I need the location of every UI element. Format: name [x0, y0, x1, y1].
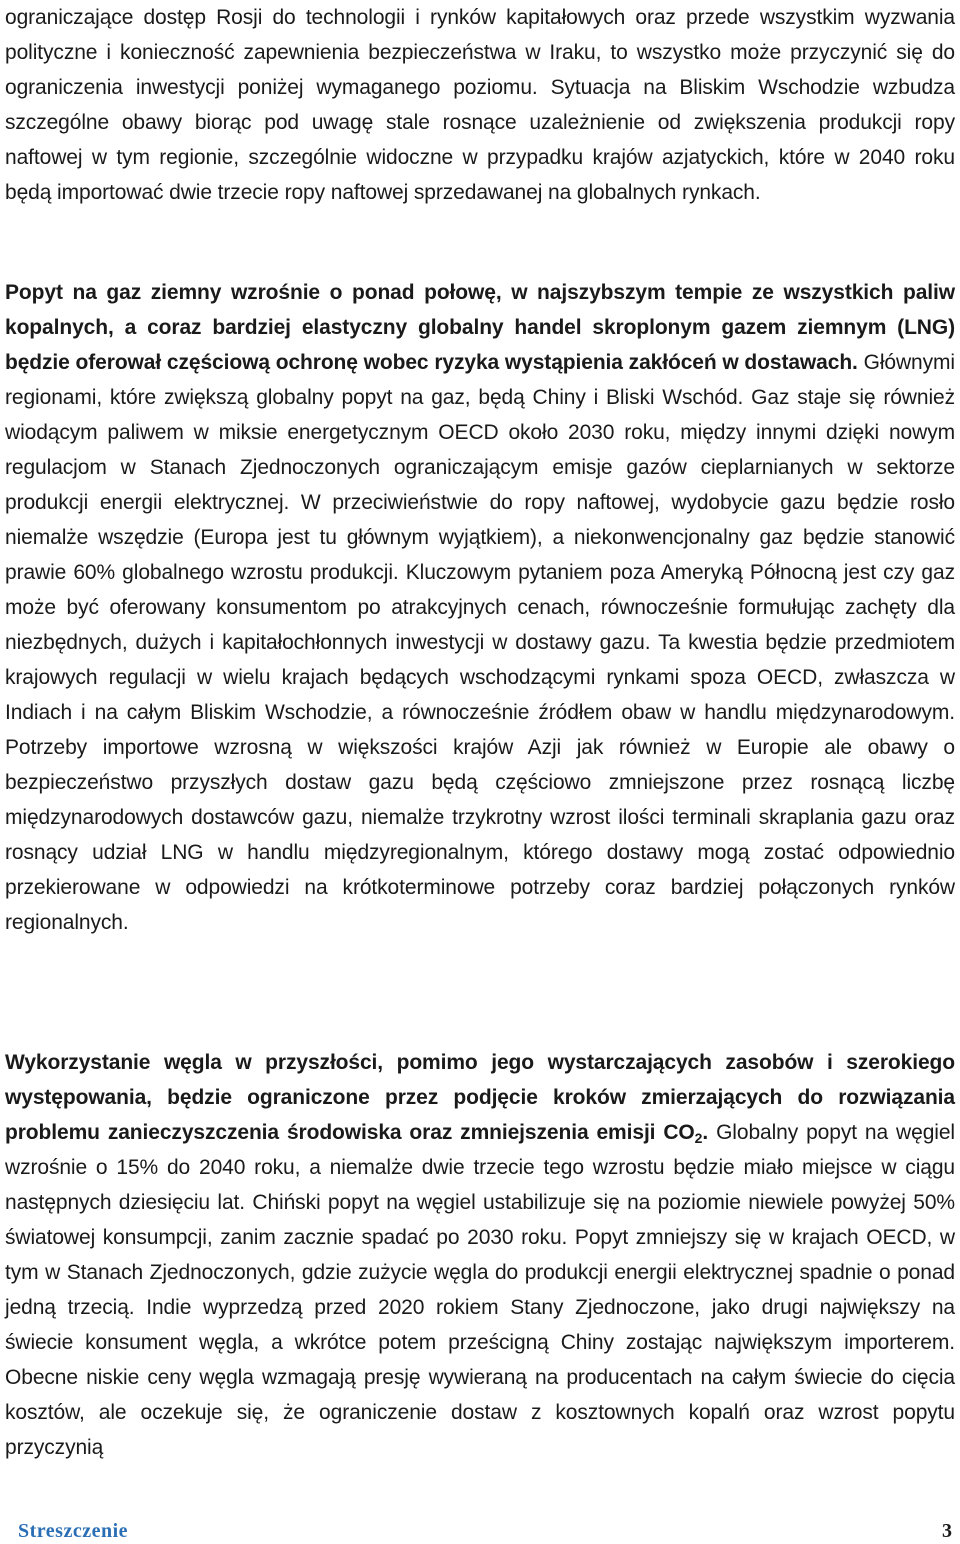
paragraph-natural-gas	[5, 275, 955, 940]
footer-section-title: Streszczenie	[18, 1520, 129, 1542]
paragraph-text: Globalny popyt na węgiel wzrośnie o 15% do 2040 roku, a niemalże dwie trzecie tego wzrostu będzie miało miejsce w ciągu następnych dziesięciu lat. Chiński popyt na węgiel ustabilizuje się na poziomie niewiele powyżej 50% światowej konsumpcji, zanim zacznie spadać po 2030 roku. Popyt zmniejszy się w krajach OECD, w tym w Stanach Zjednoczonych, gdzie zużycie węgla do produkcji energii elektrycznej spadnie o ponad jedną trzecią. Indie wyprzedzą przed 2020 rokiem Stany Zjednoczone, jako drugi największy na świecie konsument węgla, a wkrótce potem prześcigną Chiny zostając największym importerem. Obecne niskie ceny węgla wzmagają presję wywieraną na producentach na całym świecie do cięcia kosztów, ale oczekuje się, że ograniczenie dostaw z kosztownych kopalń oraz wzrost popytu przyczynią	[5, 1121, 955, 1459]
page-number: 3	[942, 1520, 952, 1542]
paragraph-lead-period: .	[702, 1121, 709, 1144]
subscript-2: 2	[694, 1130, 703, 1146]
paragraph-text: ograniczające dostęp Rosji do technologii i rynków kapitałowych oraz przede wszystkim wyzwania polityczne i konieczność zapewnienia bezpieczeństwa w Iraku, to wszystko może przyczynić się do ograniczenia inwestycji poniżej wymaganego poziomu. Sytuacja na Bliskim Wschodzie wzbudza szczególne obawy biorąc pod uwagę stale rosnące uzależnienie od zwiększenia produkcji ropy naftowej w tym regionie, szczególnie widoczne w przypadku krajów azjatyckich, które w 2040 roku będą importować dwie trzecie ropy naftowej sprzedawanej na globalnych rynkach.	[5, 6, 955, 204]
paragraph-coal	[5, 1045, 955, 1465]
paragraph-oil-investment	[5, 0, 955, 210]
paragraph-text: Głównymi regionami, które zwiększą globalny popyt na gaz, będą Chiny i Bliski Wschód. Gaz staje się również wiodącym paliwem w miksie energetycznym OECD około 2030 roku, między innymi dzięki nowym regulacjom w Stanach Zjednoczonych ograniczającym emisje gazów cieplarnianych w sektorze produkcji energii elektrycznej. W przeciwieństwie do ropy naftowej, wydobycie gazu będzie rosło niemalże wszędzie (Europa jest tu głównym wyjątkiem), a niekonwencjonalny gaz będzie stanowić prawie 60% globalnego wzrostu produkcji. Kluczowym pytaniem poza Ameryką Północną jest czy gaz może być oferowany konsumentom po atrakcyjnych cenach, równocześnie formułując zachęty dla niezbędnych, dużych i kapitałochłonnych inwestycji w dostawy gazu. Ta kwestia będzie przedmiotem krajowych regulacji w wielu krajach będących wschodzącymi rynkami spoza OECD, zwłaszcza w Indiach i na całym Bliskim Wschodzie, a równocześnie źródłem obaw w handlu międzynarodowym. Potrzeby importowe wzrosną w większości krajów Azji jak również w Europie ale obawy o bezpieczeństwo przyszłych dostaw gazu będą częściowo zmniejszone przez rosnącą liczbę międzynarodowych dostawców gazu, niemalże trzykrotny wzrost ilości terminali skraplania gazu oraz rosnący udział LNG w handlu międzyregionalnym, którego dostawy mogą zostać odpowiednio przekierowane w odpowiedzi na krótkoterminowe potrzeby coraz bardziej połączonych rynków regionalnych.	[5, 351, 955, 934]
paragraph-lead-text: Wykorzystanie węgla w przyszłości, pomimo jego wystarczających zasobów i szerokiego występowania, będzie ograniczone przez podjęcie kroków zmierzających do rozwiązania problemu zanieczyszczenia środowiska oraz zmniejszenia emisji CO	[5, 1051, 955, 1144]
paragraph-lead-bold: Popyt na gaz ziemny wzrośnie o ponad połowę, w najszybszym tempie ze wszystkich paliw kopalnych, a coraz bardziej elastyczny globalny handel skroplonym gazem ziemnym (LNG) będzie oferował częściową ochronę wobec ryzyka wystąpienia zakłóceń w dostawach.	[5, 281, 955, 374]
page-footer	[18, 1520, 952, 1544]
